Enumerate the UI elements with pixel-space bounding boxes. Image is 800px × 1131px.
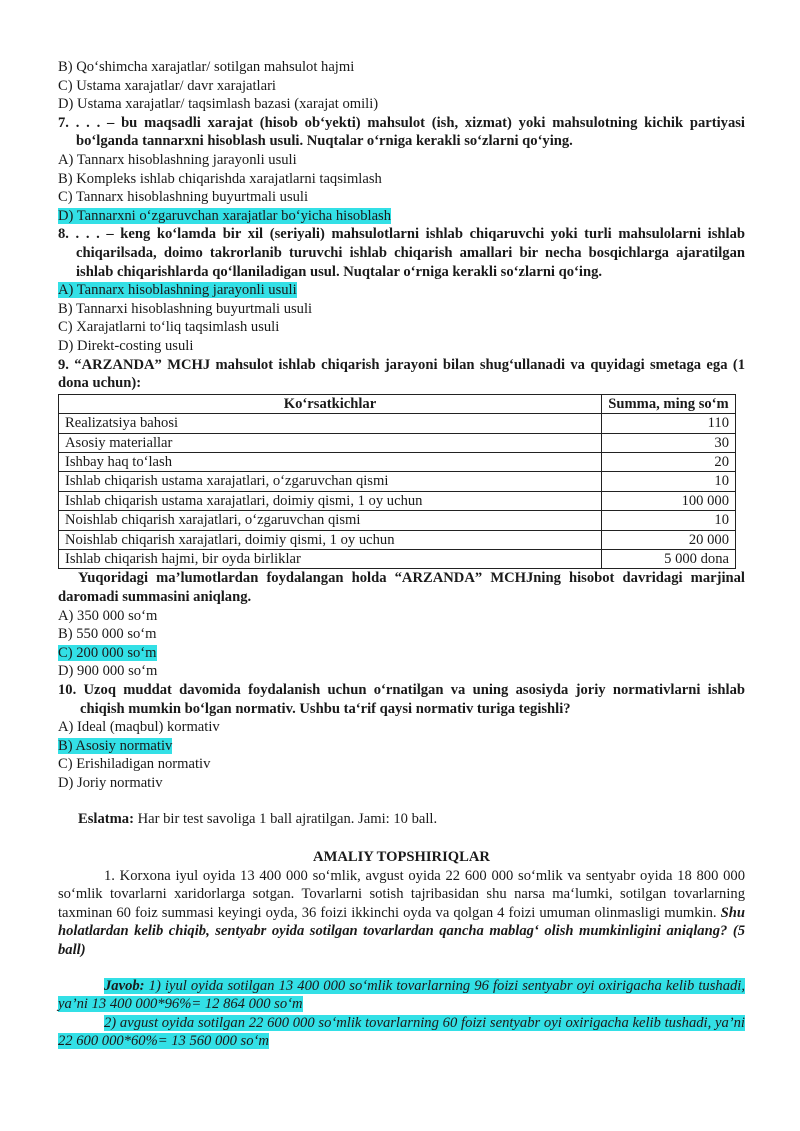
row-value: 10	[602, 511, 736, 530]
option-d: D) Ustama xarajatlar/ taqsimlash bazasi (xarajat omili)	[58, 96, 379, 113]
q7-option-c: C) Tannarx hisoblashning buyurtmali usuli	[58, 189, 309, 206]
table-row	[59, 511, 736, 530]
answer-1: 1) iyul oyida sotilgan 13 400 000 so‘mlik tovarlarning 96 foizi sentyabr oyi oxirigacha kelib tushadi, ya’ni 13 400 000*96%= 12 864 000 so‘m	[58, 977, 745, 1013]
q7-option-b: B) Kompleks ishlab chiqarishda xarajatlarni taqsimlash	[58, 170, 382, 187]
q10-option-a: A) Ideal (maqbul) kormativ	[58, 719, 220, 736]
answer-line-1	[58, 978, 745, 1013]
question-10: 10. Uzoq muddat davomida foydalanish uchun o‘rnatilgan va uning asosiyda joriy normativlarni ishlab chiqish mumkin bo‘lgan normativ. Ushbu ta‘rif qaysi normativ turiga tegishli?	[58, 681, 745, 717]
row-label: Ishlab chiqarish hajmi, bir oyda birliklar	[59, 549, 602, 568]
highlighted-answer: C) 200 000 so‘m	[58, 644, 157, 661]
note-text: Har bir test savoliga 1 ball ajratilgan. Jami: 10 ball.	[133, 811, 438, 828]
note-label: Eslatma:	[78, 811, 134, 828]
table-header-amount: Summa, ming so‘m	[602, 394, 736, 413]
table-row	[59, 414, 736, 433]
table-row	[59, 452, 736, 471]
note	[58, 810, 745, 829]
answer-label: Javob:	[104, 977, 145, 994]
table-header-indicator: Ko‘rsatkichlar	[59, 394, 602, 413]
answer-block-2	[58, 1014, 745, 1051]
row-label: Realizatsiya bahosi	[59, 414, 602, 433]
row-value: 10	[602, 472, 736, 491]
q8-option-a	[58, 281, 745, 300]
q9-option-d: D) 900 000 so‘m	[58, 663, 158, 680]
task-text: 1. Korxona iyul oyida 13 400 000 so‘mlik, avgust oyida 22 600 000 so‘mlik va sentyabr oyida 18 800 000 so‘mlik tovarlarni xaridorlarga sotgan. Tovarlarni sotish tajribasidan shu narsa ma‘lumki, sotilgan tovarlarning taxminan 60 foiz summasi keyingi oyda, 36 foizi ikkinchi oyda va qolgan 4 foizi umuman olinmasligi mumkin.	[58, 867, 745, 921]
table-row	[59, 472, 736, 491]
row-value: 20 000	[602, 530, 736, 549]
row-label: Ishlab chiqarish ustama xarajatlari, doimiy qismi, 1 oy uchun	[59, 491, 602, 510]
highlighted-answer: D) Tannarxni o‘zgaruvchan xarajatlar bo‘yicha hisoblash	[58, 207, 392, 224]
question-9-prompt: Yuqoridagi ma’lumotlardan foydalangan holda “ARZANDA” MCHJning hisobot davridagi marjinal daromadi summasini aniqlang.	[58, 570, 745, 605]
q9-option-b: B) 550 000 so‘m	[58, 626, 157, 643]
answer-block	[58, 977, 745, 1014]
row-value: 5 000 dona	[602, 549, 736, 568]
task-1	[58, 867, 745, 960]
table-row	[59, 549, 736, 568]
table-row	[59, 433, 736, 452]
row-label: Ishbay haq to‘lash	[59, 452, 602, 471]
row-value: 110	[602, 414, 736, 433]
answer-line-2	[58, 1015, 745, 1050]
q8-option-b: B) Tannarxi hisoblashning buyurtmali usuli	[58, 300, 313, 317]
question-7: 7. . . . – bu maqsadli xarajat (hisob ob‘yekti) mahsulot (ish, xizmat) yoki mahsulotning kichik partiyasi bo‘lganda tannarxni hisoblash usuli. Nuqtalar o‘rniga kerakli so‘zlarni qo‘ying.	[58, 114, 745, 150]
row-value: 30	[602, 433, 736, 452]
task-question: Shu holatlardan kelib chiqib, sentyabr oyida sotilgan tovarlardan qancha mablag‘ olish mumkinligini aniqlang? (5 ball)	[58, 904, 745, 959]
q8-option-c: C) Xarajatlarni to‘liq taqsimlash usuli	[58, 319, 280, 336]
q9-option-c	[58, 644, 745, 663]
question-8: 8. . . . – keng ko‘lamda bir xil (seriyali) mahsulotlarni ishlab chiqaruvchi yoki turli mahsulolarni ishlab chiqarilsada, doimo takrorlanib turuvchi ishlab chiqarish amallari bir necha bosqichlarga ajaratilgan ishlab chiqarishlarda qo‘llaniladigan usul. Nuqtalar o‘rniga kerakli so‘zlarni qo‘ing.	[58, 226, 745, 280]
row-label: Asosiy materiallar	[59, 433, 602, 452]
table-row	[59, 530, 736, 549]
row-label: Noishlab chiqarish xarajatlari, doimiy qismi, 1 oy uchun	[59, 530, 602, 549]
highlighted-answer: A) Tannarx hisoblashning jarayonli usuli	[58, 282, 297, 299]
table-row	[59, 491, 736, 510]
question-9: 9. “ARZANDA” MCHJ mahsulot ishlab chiqarish jarayoni bilan shug‘ullanadi va quyidagi smetaga ega (1 dona uchun):	[58, 356, 745, 392]
estimate-table	[58, 394, 736, 570]
option-c: C) Ustama xarajatlar/ davr xarajatlari	[58, 77, 276, 94]
q10-option-d: D) Joriy normativ	[58, 774, 163, 791]
q7-option-d	[58, 207, 745, 226]
section-title: AMALIY TOPSHIRIQLAR	[313, 849, 490, 866]
option-b: B) Qo‘shimcha xarajatlar/ sotilgan mahsulot hajmi	[58, 59, 355, 75]
row-label: Ishlab chiqarish ustama xarajatlari, o‘zgaruvchan qismi	[59, 472, 602, 491]
document-page	[58, 58, 745, 1051]
table-header-row	[59, 394, 736, 413]
answer-2: 2) avgust oyida sotilgan 22 600 000 so‘mlik tovarlarning 60 foizi sentyabr oyi oxirigacha kelib tushadi, ya’ni 22 600 000*60%= 13 560 000 so‘m	[58, 1014, 745, 1050]
row-value: 100 000	[602, 491, 736, 510]
q8-option-d: D) Direkt-costing usuli	[58, 337, 194, 354]
q10-option-b	[58, 737, 745, 756]
highlighted-answer: B) Asosiy normativ	[58, 737, 173, 754]
q9-option-a: A) 350 000 so‘m	[58, 607, 158, 624]
q7-option-a: A) Tannarx hisoblashning jarayonli usuli	[58, 151, 297, 168]
q10-option-c: C) Erishiladigan normativ	[58, 756, 211, 773]
row-value: 20	[602, 452, 736, 471]
row-label: Noishlab chiqarish xarajatlari, o‘zgaruvchan qismi	[59, 511, 602, 530]
